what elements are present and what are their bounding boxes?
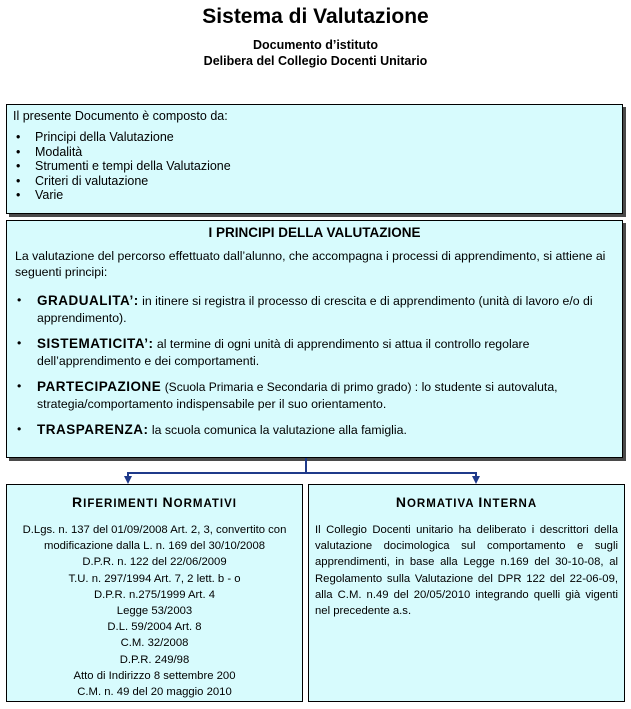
list-item xyxy=(13,159,616,174)
reference-line: D.Lgs. n. 137 del 01/09/2008 Art. 2, 3, convertito con modificazione dalla L. n. 169 del 30/10/2008 xyxy=(22,524,287,553)
list-item-text: Varie xyxy=(35,188,64,202)
normativa-body: Il Collegio Docenti unitario ha deliberato i descrittori della valutazione docimologica sul comportamento e sugli apprendimenti, in base alla Legge n.169 del 30-10-08, al Regolamento sulla Valutazione del DPR 122 del 22-06-09, alla C.M. n.49 del 20/05/2010 integrando quelli già vigenti nel precedente a.s. xyxy=(315,524,618,618)
heading-rest: ORMATIVI xyxy=(173,498,237,510)
document-subtitle-delibera: Delibera del Collegio Docenti Unitario xyxy=(203,54,428,68)
normativa-box xyxy=(308,484,625,702)
principles-box xyxy=(6,220,623,458)
heading-initial: N xyxy=(395,494,407,510)
list-item-text: Strumenti e tempi della Valutazione xyxy=(35,159,231,173)
principle-term: GRADUALITA’: xyxy=(37,293,139,308)
list-item xyxy=(13,130,616,145)
principle-term: TRASPARENZA: xyxy=(37,422,149,437)
heading-rest: IFERIMENTI xyxy=(83,498,159,510)
heading-rest: NTERNA xyxy=(483,498,538,510)
reference-line: D.L. 59/2004 Art. 8 xyxy=(107,621,202,634)
reference-line: D.P.R. n. 122 del 22/06/2009 xyxy=(82,556,227,569)
document-title: Sistema di Valutazione xyxy=(202,5,429,28)
principle-item xyxy=(15,421,614,439)
arrow-down-icon xyxy=(472,476,480,484)
normativa-heading xyxy=(315,494,618,510)
contents-intro: Il presente Documento è composto da: xyxy=(13,109,228,123)
principle-term: SISTEMATICITA’: xyxy=(37,336,154,351)
principle-item xyxy=(15,335,614,370)
principle-scope: (Scuola Primaria e Secondaria di primo grado) : xyxy=(164,380,419,394)
principle-text: al termine di ogni unità di apprendimento si attua il controllo regolare dell’apprendimento e dei comportamenti. xyxy=(37,337,530,368)
reference-line: T.U. n. 297/1994 Art. 7, 2 lett. b - o xyxy=(68,572,241,585)
heading-rest: ORMATIVA xyxy=(406,498,475,510)
principle-text: in itinere si registra il processo di crescita e di apprendimento (unità di lavoro e/o di apprendimento). xyxy=(37,294,593,325)
list-item xyxy=(13,174,616,189)
bullet-icon: • xyxy=(16,159,21,173)
principles-intro: La valutazione del percorso effettuato dall’alunno, che accompagna i processi di apprendimento, si attiene ai seguenti principi: xyxy=(15,249,606,279)
connector-stem xyxy=(305,458,307,473)
heading-initial: I xyxy=(478,494,484,510)
riferimenti-heading xyxy=(13,494,296,510)
contents-box xyxy=(6,104,623,214)
heading-initial: N xyxy=(162,494,174,510)
bullet-icon: • xyxy=(16,144,21,159)
document-subtitle: Documento d’istituto xyxy=(253,38,378,52)
connector-bar xyxy=(127,472,477,474)
list-item-text: Criteri di valutazione xyxy=(35,173,149,188)
principle-term: PARTECIPAZIONE xyxy=(37,379,162,394)
riferimenti-box xyxy=(6,484,303,702)
bullet-icon: • xyxy=(17,379,22,393)
principle-item xyxy=(15,378,614,413)
reference-line: C.M. 32/2008 xyxy=(120,637,189,650)
bullet-icon: • xyxy=(17,293,22,307)
principle-text: la scuola comunica la valutazione alla famiglia. xyxy=(151,423,407,437)
list-item xyxy=(13,145,616,160)
list-item-text: Principi della Valutazione xyxy=(35,130,174,144)
list-item xyxy=(13,188,616,203)
reference-line: C.M. n. 49 del 20 maggio 2010 xyxy=(77,686,232,699)
contents-list xyxy=(13,130,616,203)
bullet-icon: • xyxy=(16,130,21,144)
bullet-icon: • xyxy=(17,422,22,436)
reference-line: D.P.R. n.275/1999 Art. 4 xyxy=(94,588,215,601)
arrow-down-icon xyxy=(124,476,132,484)
list-item-text: Modalità xyxy=(35,144,83,159)
bullet-icon: • xyxy=(17,336,22,350)
reference-line: Legge 53/2003 xyxy=(116,605,193,618)
principle-item xyxy=(15,292,614,327)
bullet-icon: • xyxy=(16,173,21,188)
reference-line: D.P.R. 249/98 xyxy=(119,653,190,666)
bullet-icon: • xyxy=(16,188,21,202)
heading-initial: R xyxy=(72,494,84,510)
principles-heading: I PRINCIPI DELLA VALUTAZIONE xyxy=(208,225,421,240)
principle-text: lo studente si autovaluta, strategia/comportamento indispensabile per il suo orientamento. xyxy=(37,380,558,411)
reference-line: Atto di Indirizzo 8 settembre 200 xyxy=(73,669,236,682)
